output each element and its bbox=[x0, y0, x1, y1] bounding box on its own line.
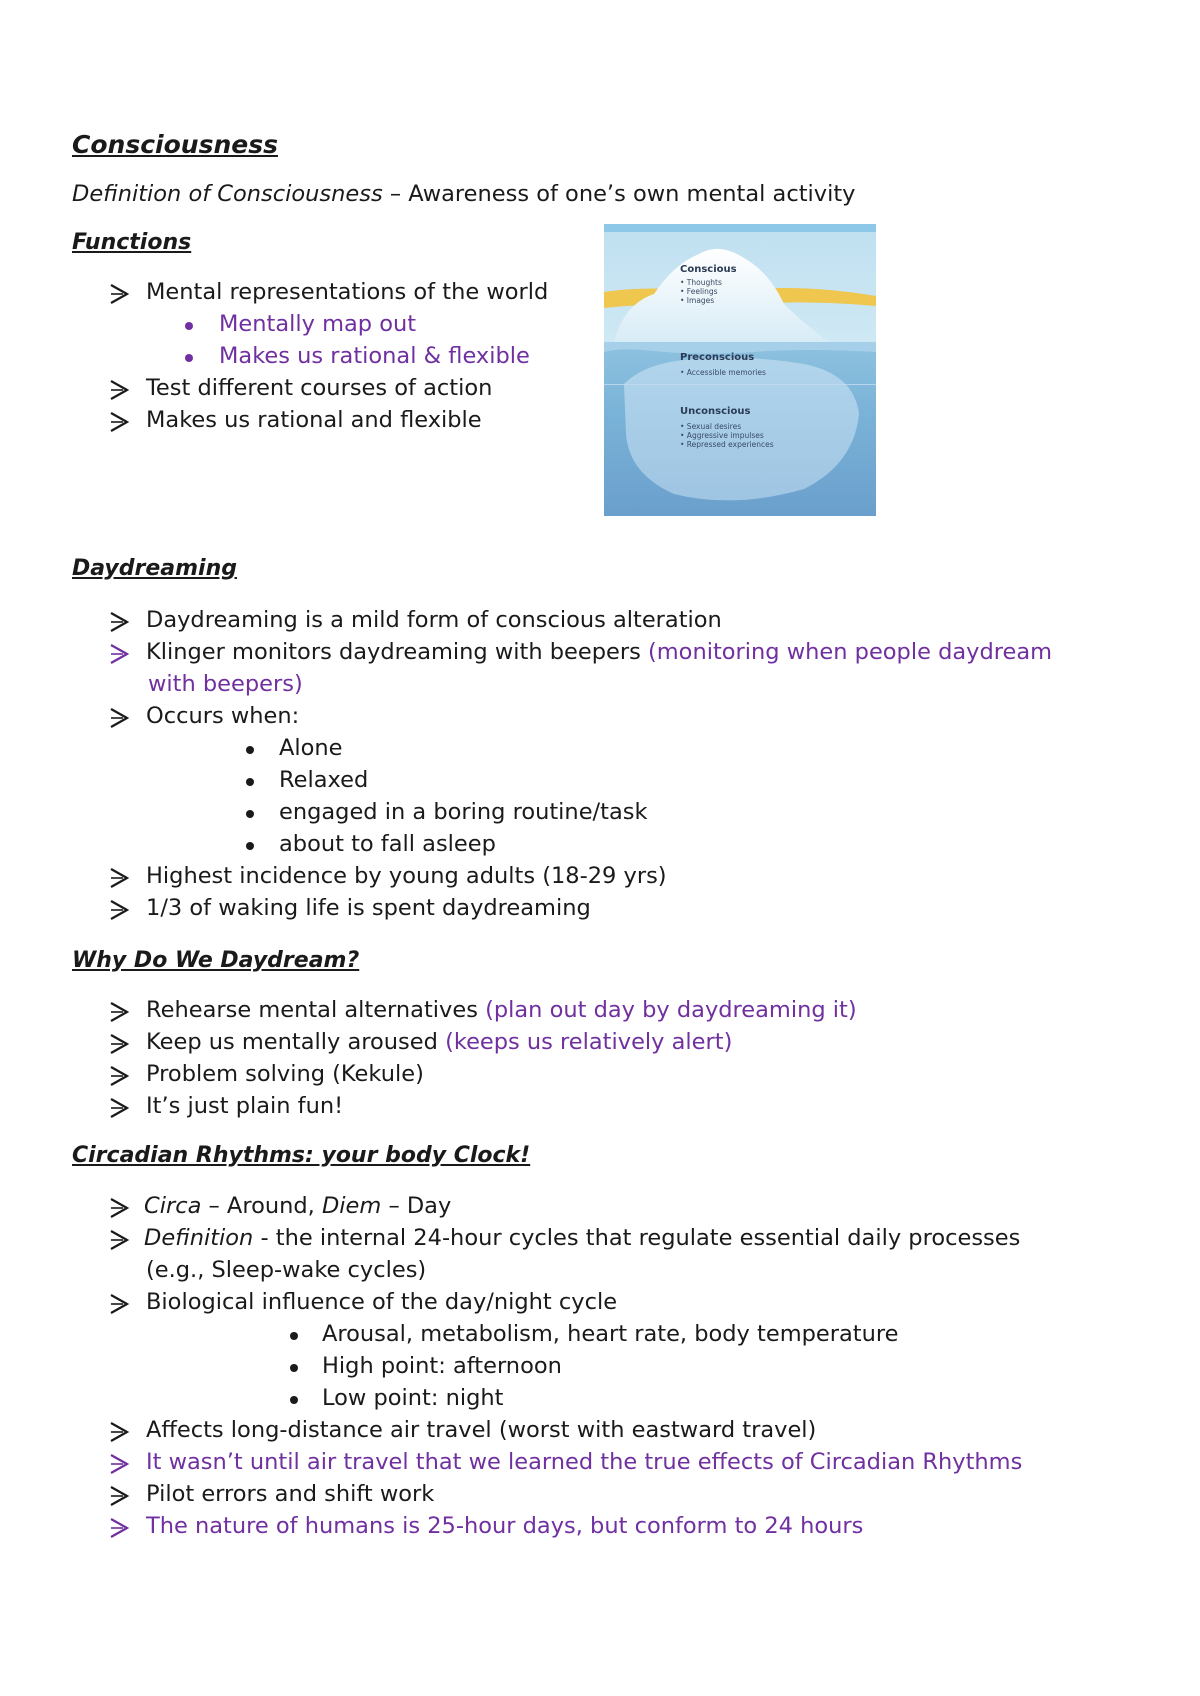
arrow-bullet-icon bbox=[108, 1516, 130, 1540]
list-item: 1/3 of waking life is spent daydreaming bbox=[146, 895, 591, 921]
arrow-bullet-icon bbox=[108, 642, 130, 666]
list-item-note: (monitoring when people daydream bbox=[647, 639, 1053, 665]
circadian-heading: Circadian Rhythms: your body Clock! bbox=[72, 1143, 531, 1168]
list-item: Highest incidence by young adults (18-29 yrs) bbox=[146, 863, 667, 889]
arrow-bullet-icon bbox=[108, 898, 130, 922]
definition-text: – Awareness of one’s own mental activity bbox=[382, 181, 856, 207]
iceberg-item: • Thoughts bbox=[680, 278, 722, 287]
list-item: Arousal, metabolism, heart rate, body temperature bbox=[322, 1321, 899, 1347]
term: Diem bbox=[321, 1193, 382, 1219]
list-item: Occurs when: bbox=[146, 703, 300, 729]
list-item-text: Rehearse mental alternatives bbox=[146, 997, 486, 1023]
iceberg-item: • Images bbox=[680, 296, 715, 305]
why-heading: Why Do We Daydream? bbox=[72, 948, 360, 973]
arrow-bullet-icon bbox=[108, 866, 130, 890]
list-item bbox=[146, 636, 1052, 668]
bullet-icon bbox=[290, 1364, 298, 1372]
list-item bbox=[146, 1026, 732, 1058]
iceberg-item: • Repressed experiences bbox=[680, 440, 774, 449]
bullet-icon bbox=[246, 746, 254, 754]
bullet-icon bbox=[246, 842, 254, 850]
definition-term: Definition of Consciousness bbox=[72, 181, 383, 207]
arrow-bullet-icon bbox=[108, 1484, 130, 1508]
arrow-bullet-icon bbox=[108, 1452, 130, 1476]
list-item: Problem solving (Kekule) bbox=[146, 1061, 424, 1087]
bullet-icon bbox=[290, 1396, 298, 1404]
iceberg-label-unconscious: Unconscious bbox=[680, 406, 751, 417]
bullet-icon bbox=[246, 810, 254, 818]
list-item: It wasn’t until air travel that we learned the true effects of Circadian Rhythms bbox=[146, 1449, 1023, 1475]
arrow-bullet-icon bbox=[108, 1228, 130, 1252]
term: Circa bbox=[144, 1193, 202, 1219]
list-item: Alone bbox=[279, 735, 343, 761]
arrow-bullet-icon bbox=[108, 1292, 130, 1316]
daydreaming-heading: Daydreaming bbox=[72, 556, 238, 581]
list-item-note: (keeps us relatively alert) bbox=[445, 1029, 733, 1055]
list-item bbox=[144, 1190, 451, 1222]
term-text: – Around, bbox=[201, 1193, 322, 1219]
arrow-bullet-icon bbox=[108, 1420, 130, 1444]
iceberg-item: • Feelings bbox=[680, 287, 718, 296]
list-item: It’s just plain fun! bbox=[146, 1093, 344, 1119]
arrow-bullet-icon bbox=[108, 282, 130, 306]
list-item: Mental representations of the world bbox=[146, 279, 549, 305]
page-title: Consciousness bbox=[72, 130, 278, 159]
iceberg-item: • Aggressive impulses bbox=[680, 431, 764, 440]
list-item: Low point: night bbox=[322, 1385, 504, 1411]
list-item: Pilot errors and shift work bbox=[146, 1481, 435, 1507]
term: Definition bbox=[144, 1225, 254, 1251]
list-item: Affects long-distance air travel (worst with eastward travel) bbox=[146, 1417, 817, 1443]
list-item: Makes us rational and flexible bbox=[146, 407, 482, 433]
bullet-icon bbox=[246, 778, 254, 786]
list-item bbox=[144, 1222, 1020, 1254]
arrow-bullet-icon bbox=[108, 610, 130, 634]
list-item: Makes us rational & flexible bbox=[219, 343, 530, 369]
arrow-bullet-icon bbox=[108, 706, 130, 730]
iceberg-image bbox=[604, 224, 876, 516]
iceberg-label-conscious: Conscious bbox=[680, 264, 737, 275]
list-item: Relaxed bbox=[279, 767, 369, 793]
list-item: Mentally map out bbox=[219, 311, 417, 337]
list-item: Biological influence of the day/night cycle bbox=[146, 1289, 618, 1315]
iceberg-label-preconscious: Preconscious bbox=[680, 352, 755, 363]
list-item-text: Klinger monitors daydreaming with beepers bbox=[146, 639, 648, 665]
list-item: The nature of humans is 25-hour days, but conform to 24 hours bbox=[146, 1513, 864, 1539]
list-item-text: Keep us mentally aroused bbox=[146, 1029, 446, 1055]
arrow-bullet-icon bbox=[108, 378, 130, 402]
arrow-bullet-icon bbox=[108, 1196, 130, 1220]
arrow-bullet-icon bbox=[108, 410, 130, 434]
list-item: Daydreaming is a mild form of conscious alteration bbox=[146, 607, 722, 633]
list-item: about to fall asleep bbox=[279, 831, 496, 857]
term-text: - the internal 24-hour cycles that regulate essential daily processes bbox=[253, 1225, 1021, 1251]
list-item-continuation: with beepers) bbox=[148, 671, 303, 697]
functions-heading: Functions bbox=[72, 230, 192, 255]
list-item: engaged in a boring routine/task bbox=[279, 799, 648, 825]
iceberg-item: • Sexual desires bbox=[680, 422, 742, 431]
bullet-icon bbox=[185, 354, 193, 362]
bullet-icon bbox=[290, 1332, 298, 1340]
list-item: High point: afternoon bbox=[322, 1353, 562, 1379]
arrow-bullet-icon bbox=[108, 1096, 130, 1120]
definition-line bbox=[72, 178, 856, 210]
bullet-icon bbox=[185, 322, 193, 330]
arrow-bullet-icon bbox=[108, 1064, 130, 1088]
term-text: – Day bbox=[381, 1193, 452, 1219]
list-item: Test different courses of action bbox=[146, 375, 493, 401]
list-item bbox=[146, 994, 857, 1026]
arrow-bullet-icon bbox=[108, 1000, 130, 1024]
iceberg-item: • Accessible memories bbox=[680, 368, 766, 377]
list-item-continuation: (e.g., Sleep-wake cycles) bbox=[146, 1257, 427, 1283]
arrow-bullet-icon bbox=[108, 1032, 130, 1056]
list-item-note: (plan out day by daydreaming it) bbox=[485, 997, 857, 1023]
